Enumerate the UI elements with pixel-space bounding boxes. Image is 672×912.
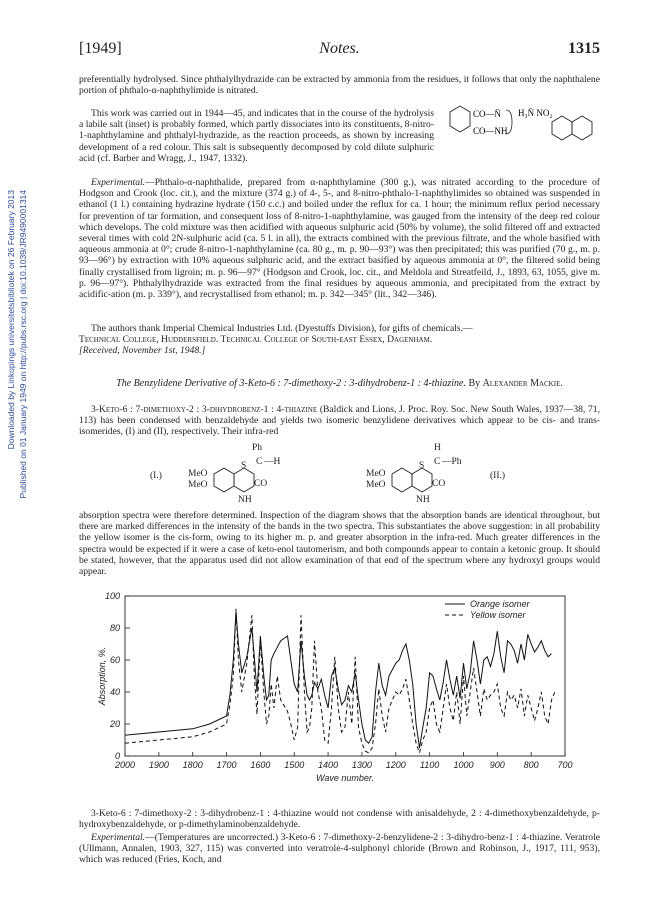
- y-tick-label: 100: [104, 591, 120, 601]
- co-n-label: CO—N̄: [473, 109, 502, 119]
- x-tick-label: 1000: [453, 760, 474, 770]
- article-paragraph-1: 3-Keto-6 : 7-dimethoxy-2 : 3-dihydrobenz-1 : 4-thiazine (Baldick and Lions, J. Proc. Roy. Soc. New South Wales, 1937—38, 71, 113) has been condensed with benzaldehyde and yields two isomeric benzylidene derivatives which appear to be cis- and trans-isomerides, (I) and (II), respectively. Their infra-red: [79, 404, 600, 438]
- x-tick-label: 1600: [250, 760, 271, 770]
- svg-text:—H: —H: [264, 457, 281, 467]
- structure-II: [366, 443, 505, 505]
- article-paragraph-2: absorption spectra were therefore determined. Inspection of the diagram shows that the absorption bands are identical throughout, but there are marked differences in the intensity of the bands in the two spectra. This substantiates the above suggestion: in all probability the yellow isomer is the cis-form, owing to its higher m. p. and greater absorption in the infra-red. Much greater differences in the spectra would be expected if it were a case of keto-enol tautomerism, and both compounds appear to contain a ketonic group. It should be stated, however, that the apparatus used did not allow examination of that end of the spectrum where any hydroxyl groups would appear.: [79, 510, 600, 578]
- acknowledgement: The authors thank Imperial Chemical Industries Ltd. (Dyestuffs Division), for gifts of chemicals.— Technical College, Huddersfield. Technical College of South-east Essex, Dagenham. [Received, November 1st, 1948.]: [79, 323, 600, 357]
- svg-text:Ph: Ph: [252, 443, 263, 453]
- svg-text:S: S: [419, 461, 425, 471]
- structure-I: [150, 443, 281, 505]
- svg-text:CO: CO: [432, 479, 446, 489]
- naphthalene-ring-2: [572, 116, 592, 140]
- ring-II-thiazine: [412, 468, 432, 492]
- co-nh-label: CO—NH: [473, 126, 508, 136]
- article-title: The Benzylidene Derivative of 3-Keto-6 : 7-dimethoxy-2 : 3-dihydrobenz-1 : 4-thiazine. By Alexander Mackie.: [116, 378, 563, 389]
- svg-text:S: S: [241, 461, 247, 471]
- x-tick-label: 2000: [114, 760, 136, 770]
- legend-entry: Yellow isomer: [470, 610, 526, 620]
- download-sidebar: [6, 190, 32, 620]
- top-paragraph-1: preferentially hydrolysed. Since phthalylhydrazide can be extracted by ammonia from the residues, it follows that only the naphthalene portion of phthalo-α-naphthylimide is nitrated.: [79, 74, 600, 97]
- x-tick-label: 1900: [148, 760, 169, 770]
- x-tick-label: 800: [523, 760, 539, 770]
- benzene-ring: [450, 106, 470, 132]
- svg-text:—Ph: —Ph: [442, 457, 462, 467]
- naphthalene-ring-1: [552, 116, 572, 140]
- y-tick-label: 80: [109, 623, 120, 633]
- received-date: [Received, November 1st, 1948.]: [79, 345, 206, 357]
- svg-text:CO: CO: [254, 479, 268, 489]
- x-tick-label: 700: [557, 760, 573, 770]
- x-axis-label: Wave number.: [315, 773, 375, 783]
- ring-I-benzene: [214, 468, 234, 492]
- download-notice: Downloaded by Linkopings universitetsbibliotek on 26 February 2013: [6, 190, 16, 450]
- series-line-orange: [125, 612, 552, 748]
- svg-text:NH: NH: [238, 495, 252, 505]
- x-tick-label: 1800: [182, 760, 203, 770]
- ring-I-thiazine: [234, 468, 254, 492]
- section-title: Notes.: [319, 40, 360, 57]
- x-tick-label: 1200: [385, 760, 406, 770]
- svg-text:H: H: [434, 443, 441, 453]
- article-paragraph-4: Experimental.—(Temperatures are uncorrected.) 3-Keto-6 : 7-dimethoxy-2-benzylidene-2 : 3-dihydro-benz-1 : 4-thiazine. Veratrole (Ullmann, Annalen, 1903, 327, 115) was converted into veratrole-4-sulphonyl chloride (Brown and Robinson, J., 1917, 111, 953), which was reduced (Fries, Koch, and: [79, 832, 600, 866]
- affiliation: Technical College, Huddersfield. Technical College of South-east Essex, Dagenham.: [79, 334, 433, 346]
- x-tick-label: 900: [489, 760, 505, 770]
- plot-frame: [125, 596, 565, 756]
- x-tick-label: 1300: [351, 760, 372, 770]
- ring-II-benzene: [392, 468, 412, 492]
- svg-text:MeO: MeO: [188, 480, 208, 490]
- svg-text:MeO: MeO: [188, 469, 208, 479]
- series-line-yellow: [125, 609, 555, 753]
- page-number: 1315: [568, 40, 600, 57]
- svg-text:(II.): (II.): [490, 471, 506, 481]
- article-paragraph-3: 3-Keto-6 : 7-dimethoxy-2 : 3-dihydrobenz-1 : 4-thiazine would not condense with anisaldehyde, 2 : 4-dimethoxybenzaldehyde, p-hydroxybenzaldehyde, or p-dimethylaminobenzaldehyde.: [79, 808, 600, 831]
- y-tick-label: 0: [114, 751, 120, 761]
- svg-text:(I.): (I.): [150, 471, 162, 481]
- ir-spectrum-chart: [95, 590, 595, 790]
- structures-figure: [150, 442, 530, 506]
- x-tick-label: 1100: [419, 760, 440, 770]
- page-header: [79, 40, 600, 64]
- author-name: Alexander Mackie.: [482, 378, 563, 389]
- experimental-paragraph: Experimental.—Phthalo-α-naphthalide, prepared from α-naphthylamine (300 g.), was nitrated according to the procedure of Hodgson and Crook (loc. cit.), and the mixture (374 g.) of 4-, 5-, and 8-nitro-phthalo-1-naphthylimides so obtained was suspended in ethanol (1 l.) containing hydrazine hydrate (150 c.c.) and boiled under the reflux for ca. 1 hour; the minimum reflux period necessary for prevention of tar formation, and consequent loss of 8-nitro-1-naphthylamine, was gauged from the intensity of the deep red colour which develops. The cold mixture was then acidified with aqueous sulphuric acid (50% by volume), the solid filtered off and extracted several times with cold 2N-sulphuric acid (ca. 5 l. in all), the extracts combined with the previous filtrate, and the whole basified with aqueous ammonia at 0°; crude 8-nitro-1-naphthylamine (ca. 80 g., m. p. 90—93°) was then precipitated; this was purified (70 g., m. p. 93—96°) by extraction with 10% aqueous sulphuric acid, and the extract basified by aqueous ammonia at 0°, the filtered solid being finally crystallised from ligroin; m. p. 96—97° (Hodgson and Crook, loc. cit., and Meldola and Streatfeild, J., 1893, 63, 1055, give m. p. 96—97°). Phthalylhydrazide was extracted from the final residues by aqueous ammonia, and precipitated from the extract by acidific-ation (m. p. 339°), and recrystallised from ethanol; m. p. 342—345° (lit., 342—346).: [79, 177, 600, 301]
- chart-svg: [95, 590, 595, 800]
- publish-notice[interactable]: Published on 01 January 1949 on http://pubs.rsc.org | doi:10.1039/JR9490001314: [18, 190, 28, 499]
- svg-text:MeO: MeO: [366, 469, 386, 479]
- x-tick-label: 1400: [318, 760, 339, 770]
- inset-salt-structure: [440, 104, 602, 148]
- amine-label: H₃N̄ NO₂: [518, 108, 553, 118]
- svg-text:C: C: [256, 457, 263, 467]
- y-axis-label: Absorption, %.: [97, 646, 107, 706]
- y-tick-label: 40: [109, 687, 120, 697]
- y-tick-label: 20: [109, 719, 120, 729]
- svg-text:NH: NH: [416, 495, 430, 505]
- svg-text:MeO: MeO: [366, 480, 386, 490]
- journal-year: [1949]: [79, 40, 122, 57]
- legend-entry: Orange isomer: [470, 599, 530, 609]
- y-tick-label: 60: [109, 655, 120, 665]
- top-paragraph-2: This work was carried out in 1944—45, and indicates that in the course of the hydrolysis a labile salt (inset) is probably formed, which partly dissociates into its constituents, 8-nitro-1-naphthylamine and phthalyl-hydrazide, as the reaction proceeds, as shown by increasing development of a red colour. This salt is subsequently decomposed by cold dilute sulphuric acid (cf. Barber and Wragg, J., 1947, 1332).: [79, 108, 434, 164]
- svg-text:C: C: [434, 457, 441, 467]
- x-tick-label: 1700: [216, 760, 237, 770]
- x-tick-label: 1500: [284, 760, 305, 770]
